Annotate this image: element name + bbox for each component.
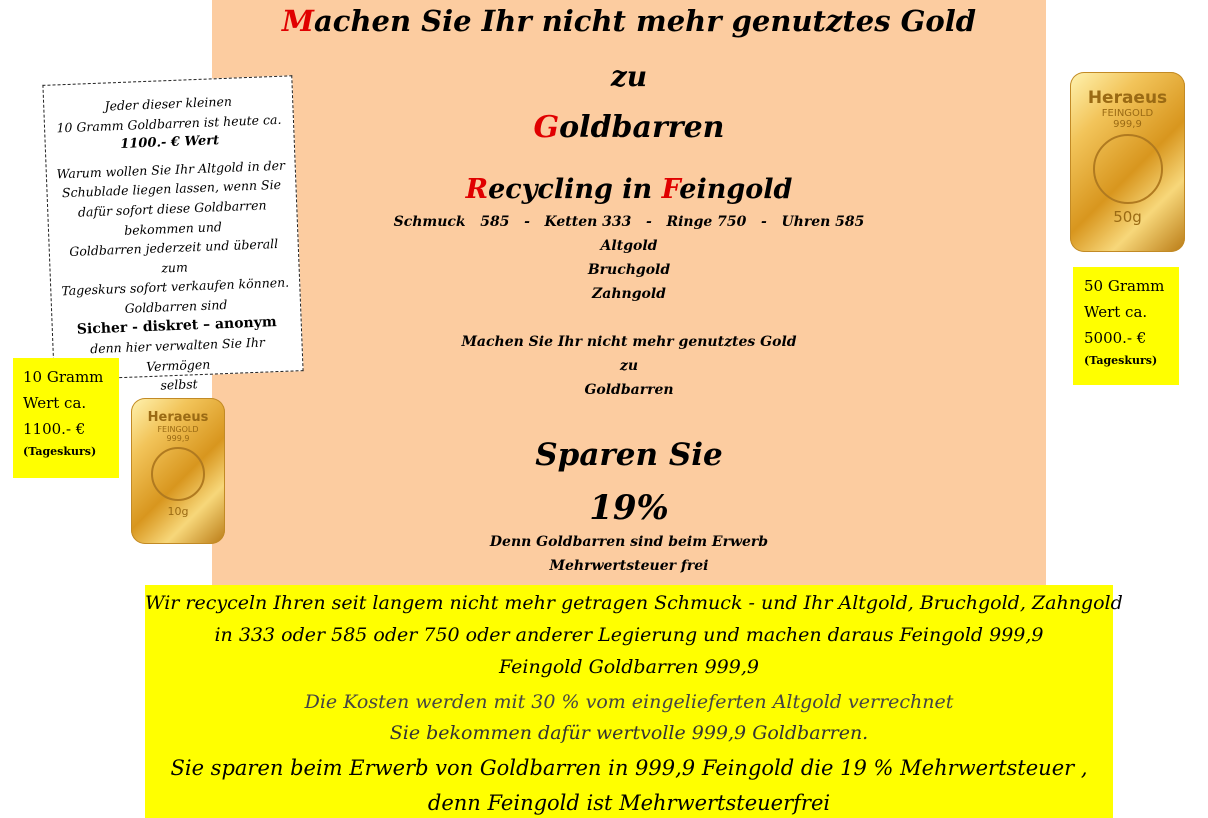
bar-purity: 999,9 — [166, 434, 190, 443]
label-weight: 50 Gramm — [1084, 277, 1165, 295]
label-note: (Tageskurs) — [23, 445, 97, 458]
note-value: 1100.- € Wert — [120, 133, 220, 153]
headline-line3 — [212, 110, 1046, 145]
recycling-end: eingold — [679, 174, 793, 205]
bottom-line-5: Sie bekommen dafür wertvolle 999,9 Goldbarren. — [389, 722, 869, 744]
label-value-caption: Wert ca. — [23, 394, 87, 412]
label-weight: 10 Gramm — [23, 368, 104, 386]
note-line: dafür sofort diese Goldbarren — [77, 197, 267, 220]
headline-rest: achen Sie Ihr nicht mehr genutztes Gold — [314, 4, 977, 38]
label-price: 1100.- € — [23, 420, 86, 438]
savings-title: Sparen Sie — [535, 437, 723, 473]
bar-weight: 50g — [1113, 208, 1142, 226]
headline3-rest: oldbarren — [559, 110, 725, 145]
note-line: selbst — [160, 376, 198, 393]
small-headline-3: Goldbarren — [584, 382, 674, 398]
info-note — [42, 75, 303, 393]
bottom-line-2: in 333 oder 585 oder 750 oder anderer Legierung und machen daraus Feingold 999,9 — [214, 624, 1044, 646]
gold-bar-50g-image — [1070, 72, 1185, 252]
bar-brand: Heraeus — [147, 410, 209, 425]
small-headline-1: Machen Sie Ihr nicht mehr genutztes Gold — [461, 334, 797, 350]
small-headline-2: zu — [619, 358, 639, 374]
label-50g — [1073, 267, 1179, 385]
bottom-line-1: Wir recyceln Ihren seit langem nicht mehr getragen Schmuck - und Ihr Altgold, Bruchgold, Zahngold — [145, 592, 1123, 614]
bottom-line-6: Sie sparen beim Erwerb von Goldbarren in 999,9 Feingold die 19 % Mehrwertsteuer , — [170, 756, 1088, 780]
bar-type: FEINGOLD — [1101, 108, 1154, 119]
note-emphasis: Sicher - diskret – anonym — [76, 313, 277, 338]
bottom-line-7: denn Feingold ist Mehrwertsteuerfrei — [427, 791, 831, 815]
note-line: Goldbarren jederzeit und überall zum — [69, 236, 279, 276]
note-line: 10 Gramm Goldbarren ist heute ca. — [56, 111, 282, 135]
label-price: 5000.- € — [1084, 329, 1147, 347]
note-line: Goldbarren sind — [124, 296, 228, 316]
bottom-line-3: Feingold Goldbarren 999,9 — [498, 656, 759, 678]
bar-type: FEINGOLD — [157, 425, 199, 434]
recycling-initial-f: F — [661, 174, 680, 205]
label-note: (Tageskurs) — [1084, 354, 1158, 367]
note-line: bekommen und — [123, 218, 223, 238]
recycling-mid: ecycling in — [488, 174, 662, 205]
type-bruchgold: Bruchgold — [587, 262, 671, 278]
gold-bar-10g-image — [131, 398, 225, 544]
recycling-title — [212, 174, 1046, 205]
savings-line2: Mehrwertsteuer frei — [549, 558, 709, 574]
headline3-initial: G — [533, 110, 560, 145]
headline-initial: M — [281, 4, 315, 38]
seal-icon — [151, 447, 205, 501]
seal-icon — [1093, 134, 1163, 204]
savings-percent: 19% — [589, 488, 669, 528]
headline-line1 — [212, 4, 1046, 38]
bar-purity: 999,9 — [1113, 119, 1142, 130]
note-line: Schublade liegen lassen, wenn Sie — [61, 177, 282, 201]
bar-brand: Heraeus — [1087, 88, 1168, 108]
bar-weight: 10g — [167, 505, 189, 518]
bottom-line-4: Die Kosten werden mit 30 % vom eingelieferten Altgold verrechnet — [304, 691, 954, 713]
recycling-initial-r: R — [465, 174, 489, 205]
metals-line: Schmuck 585 - Ketten 333 - Ringe 750 - Uhren 585 — [393, 214, 865, 230]
savings-line1: Denn Goldbarren sind beim Erwerb — [489, 534, 769, 550]
type-zahngold: Zahngold — [592, 286, 666, 302]
note-line: Tageskurs sofort verkaufen können. — [61, 274, 290, 299]
label-value-caption: Wert ca. — [1084, 303, 1148, 321]
note-line: Warum wollen Sie Ihr Altgold in der — [56, 157, 286, 182]
note-line: Jeder dieser kleinen — [104, 93, 233, 114]
note-line: denn hier verwalten Sie Ihr Vermögen — [89, 334, 266, 374]
label-10g — [13, 358, 119, 478]
headline-line2: zu — [610, 60, 648, 93]
type-altgold: Altgold — [600, 238, 658, 254]
